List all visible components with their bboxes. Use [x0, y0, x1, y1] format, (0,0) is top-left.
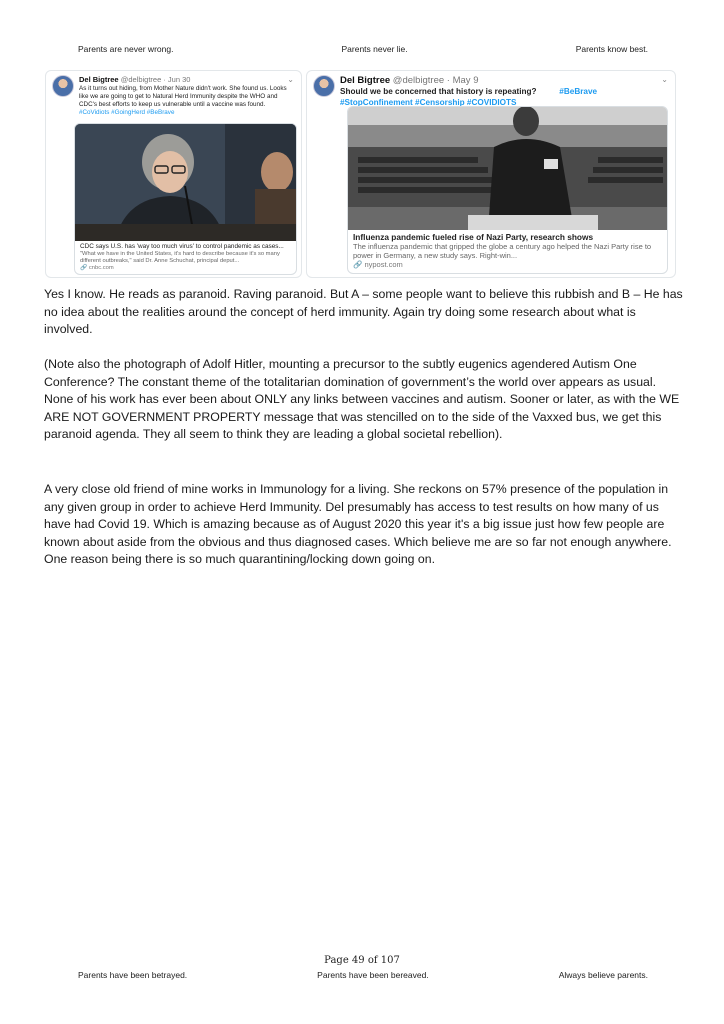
page-number: Page 49 of 107 [324, 955, 400, 966]
page-footer [78, 970, 648, 980]
page-header [78, 44, 648, 54]
tweet-hashtags: #StopConfinement #Censorship #COVIDIOTS [340, 97, 517, 107]
footer-right: Always believe parents. [558, 970, 648, 980]
card-title: Influenza pandemic fueled rise of Nazi Party, research shows [353, 232, 594, 242]
photo-illustration [75, 124, 296, 241]
link-card [74, 123, 297, 275]
card-description: "What we have in the United States, it's hard to describe because it's so many different outbreaks," said Dr. Anne Schuchat, principal deput... [80, 251, 280, 265]
header-right: Parents know best. [575, 44, 648, 54]
header-center: Parents never lie. [341, 44, 408, 54]
card-source: nypost.com [364, 260, 403, 269]
tweet-screenshot-left [45, 70, 302, 278]
tweet-text: As it turns out hiding, from Mother Nature didn't work. She found us. Looks like we are going to get to Natural Herd Immunity despite the WHO and CDC's best efforts to keep us vulnerable until a vaccine was found. [79, 85, 287, 108]
link-icon: 🔗 [353, 260, 363, 269]
footer-center: Parents have been bereaved. [317, 970, 429, 980]
tweet-author-name: Del Bigtree [340, 75, 391, 86]
header-left: Parents are never wrong. [78, 44, 174, 54]
avatar [52, 75, 74, 97]
tweet-author-name: Del Bigtree [79, 75, 119, 84]
tweet-hashtag-inline: #BeBrave [559, 87, 598, 96]
tweet-handle: @delbigtree · May 9 [392, 75, 479, 86]
card-description: The influenza pandemic that gripped the globe a century ago helped the Nazi Party rise to power in Germany, a new study says. Right-win... [353, 242, 652, 260]
tweet-screenshot-right [306, 70, 676, 278]
chevron-down-icon: ⌄ [287, 75, 294, 84]
paragraph-2: (Note also the photograph of Adolf Hitler, mounting a precursor to the subtly eugenics agendered Autism One Conference? The constant theme of the totalitarian domination of government’s the world over appears as usual. None of his work has ever been about ONLY any links between vaccines and autism. Sooner or later, as with the WE ARE NOT GOVERNMENT PROPERTY message that was stencilled on to the side of the Vaxxed bus, we get this paranoid agenda. They all seem to think they are leading a global societal rebellion). [44, 357, 680, 441]
link-icon: 🔗 [80, 265, 88, 272]
paragraph-3: A very close old friend of mine works in Immunology for a living. She reckons on 57% presence of the population in any given group in order to achieve Herd Immunity. Del presumably has access to test results on how many of us have had Covid 19. Which is amazing because as of August 2020 this year it's a big issue just how few people are known about aside from the obvious and thus diagnosed cases. Which believe me are so far not enough anywhere. One reason being there is so much quarantining/locking down going on. [44, 482, 672, 566]
paragraph-1: Yes I know. He reads as paranoid. Raving paranoid. But A – some people want to believe this rubbish and B – He has no idea about the realities around the concept of herd immunity. Again try doing some research about what is involved. [44, 287, 683, 336]
tweet-handle: @delbigtree · Jun 30 [120, 75, 191, 84]
chevron-down-icon: ⌄ [661, 75, 668, 84]
card-source: cnbc.com [88, 265, 114, 272]
news-photo [75, 124, 296, 241]
news-photo [348, 107, 667, 230]
avatar [313, 75, 335, 97]
photo-illustration [348, 107, 667, 230]
link-card [347, 106, 668, 274]
tweet-hashtags: #CoVidiots #GoingHerd #BeBrave [79, 109, 175, 116]
card-title: CDC says U.S. has 'way too much virus' to control pandemic as cases... [80, 243, 284, 250]
footer-left: Parents have been betrayed. [78, 970, 188, 980]
tweet-text: Should we be concerned that history is repeating? [340, 87, 537, 96]
